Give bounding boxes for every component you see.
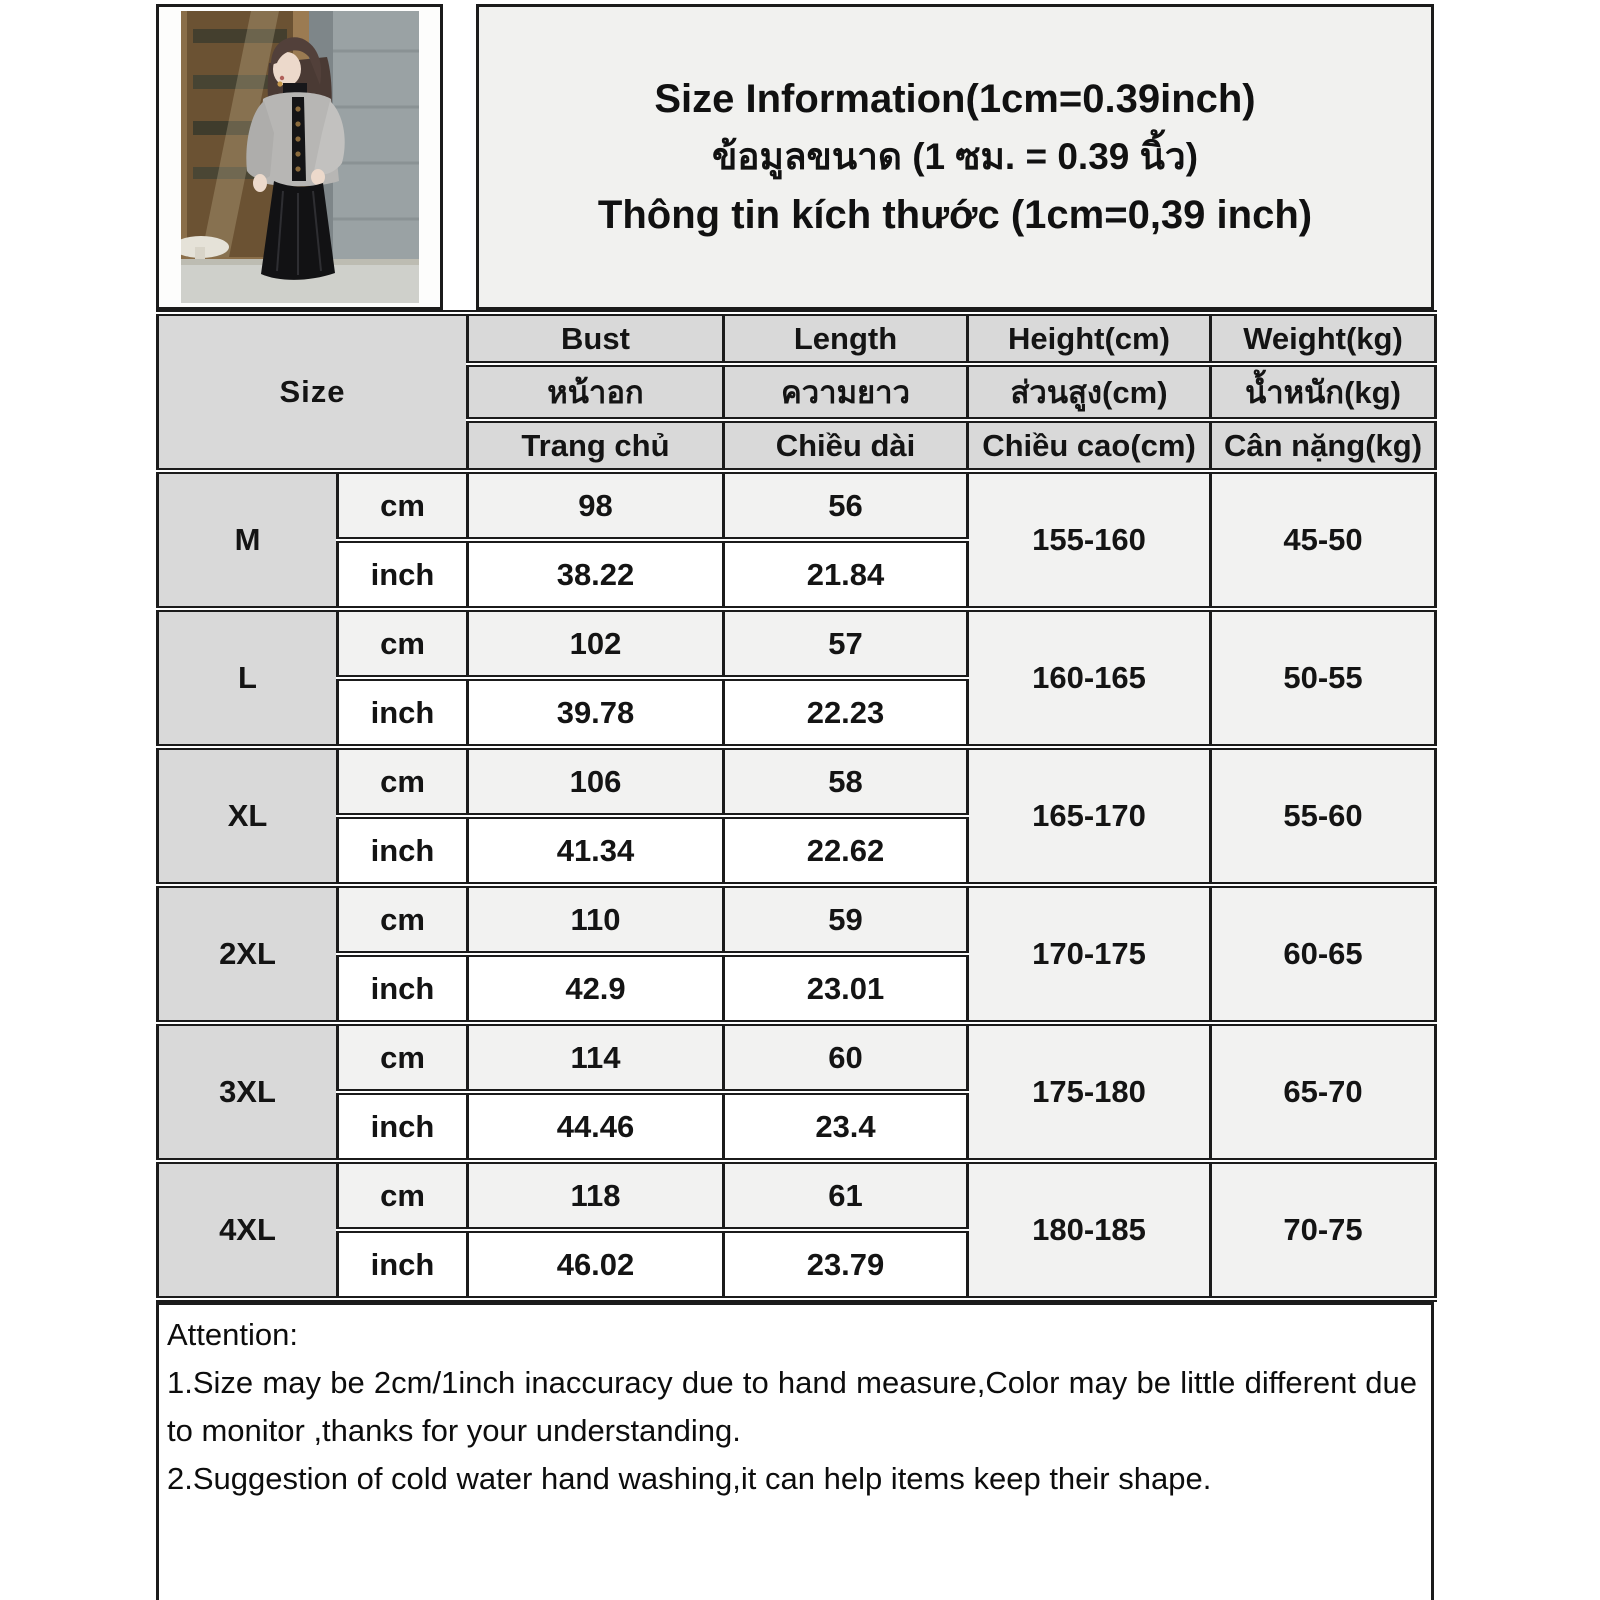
length-cm: 59 (724, 885, 968, 954)
attention-note-2: 2.Suggestion of cold water hand washing,it can help items keep their shape. (167, 1461, 1212, 1496)
height-range: 180-185 (968, 1161, 1211, 1299)
unit-label-cm: cm (338, 471, 468, 540)
col-header-bust-en: Bust (468, 313, 724, 364)
size-label: L (158, 609, 338, 747)
col-header-weight-en: Weight(kg) (1211, 313, 1436, 364)
size-label: 3XL (158, 1023, 338, 1161)
length-cm: 61 (724, 1161, 968, 1230)
col-header-bust-vi: Trang chủ (468, 420, 724, 471)
col-header-weight-vi: Cân nặng(kg) (1211, 420, 1436, 471)
length-inch: 23.4 (724, 1092, 968, 1161)
length-inch: 23.79 (724, 1230, 968, 1299)
length-inch: 21.84 (724, 540, 968, 609)
banner-divider-gap (443, 4, 476, 310)
length-cm: 57 (724, 609, 968, 678)
weight-range: 65-70 (1211, 1023, 1436, 1161)
length-inch: 22.62 (724, 816, 968, 885)
weight-range: 50-55 (1211, 609, 1436, 747)
size-chart-content (156, 4, 1434, 1600)
model-photo-illustration (181, 11, 419, 303)
attention-note-1: 1.Size may be 2cm/1inch inaccuracy due to hand measure,Color may be little different due to monitor ,thanks for your understanding. (167, 1365, 1417, 1448)
unit-label-cm: cm (338, 747, 468, 816)
weight-range: 45-50 (1211, 471, 1436, 609)
unit-label-cm: cm (338, 1161, 468, 1230)
col-header-length-en: Length (724, 313, 968, 364)
attention-box (156, 1302, 1434, 1600)
bust-inch: 44.46 (468, 1092, 724, 1161)
length-cm: 56 (724, 471, 968, 540)
product-photo-cell (156, 4, 443, 310)
col-header-height-vi: Chiều cao(cm) (968, 420, 1211, 471)
length-inch: 23.01 (724, 954, 968, 1023)
bust-cm: 106 (468, 747, 724, 816)
unit-label-inch: inch (338, 816, 468, 885)
bust-cm: 102 (468, 609, 724, 678)
title-english: Size Information(1cm=0.39inch) (654, 77, 1256, 121)
bust-inch: 39.78 (468, 678, 724, 747)
title-thai: ข้อมูลขนาด (1 ซม. = 0.39 นิ้ว) (711, 136, 1199, 177)
bust-cm: 110 (468, 885, 724, 954)
height-range: 160-165 (968, 609, 1211, 747)
size-label: 4XL (158, 1161, 338, 1299)
length-inch: 22.23 (724, 678, 968, 747)
size-table (156, 310, 1437, 1302)
bust-cm: 118 (468, 1161, 724, 1230)
unit-label-inch: inch (338, 540, 468, 609)
col-header-height-en: Height(cm) (968, 313, 1211, 364)
col-header-height-th: ส่วนสูง(cm) (968, 364, 1211, 420)
height-range: 170-175 (968, 885, 1211, 1023)
unit-label-inch: inch (338, 1092, 468, 1161)
unit-label-cm: cm (338, 885, 468, 954)
length-cm: 58 (724, 747, 968, 816)
weight-range: 55-60 (1211, 747, 1436, 885)
bust-inch: 38.22 (468, 540, 724, 609)
col-header-bust-th: หน้าอก (468, 364, 724, 420)
length-cm: 60 (724, 1023, 968, 1092)
size-label: 2XL (158, 885, 338, 1023)
banner (156, 4, 1434, 310)
size-label: XL (158, 747, 338, 885)
weight-range: 60-65 (1211, 885, 1436, 1023)
col-header-weight-th: น้ำหนัก(kg) (1211, 364, 1436, 420)
col-header-length-th: ความยาว (724, 364, 968, 420)
unit-label-inch: inch (338, 1230, 468, 1299)
bust-cm: 114 (468, 1023, 724, 1092)
height-range: 165-170 (968, 747, 1211, 885)
col-header-length-vi: Chiều dài (724, 420, 968, 471)
bust-inch: 41.34 (468, 816, 724, 885)
bust-inch: 42.9 (468, 954, 724, 1023)
bust-inch: 46.02 (468, 1230, 724, 1299)
title-cell (476, 4, 1434, 310)
unit-label-cm: cm (338, 609, 468, 678)
height-range: 175-180 (968, 1023, 1211, 1161)
size-header-cell: Size (158, 313, 468, 471)
title-vietnamese: Thông tin kích thước (1cm=0,39 inch) (597, 193, 1313, 237)
weight-range: 70-75 (1211, 1161, 1436, 1299)
attention-heading: Attention: (167, 1317, 298, 1352)
bust-cm: 98 (468, 471, 724, 540)
unit-label-inch: inch (338, 678, 468, 747)
size-label: M (158, 471, 338, 609)
unit-label-inch: inch (338, 954, 468, 1023)
height-range: 155-160 (968, 471, 1211, 609)
unit-label-cm: cm (338, 1023, 468, 1092)
